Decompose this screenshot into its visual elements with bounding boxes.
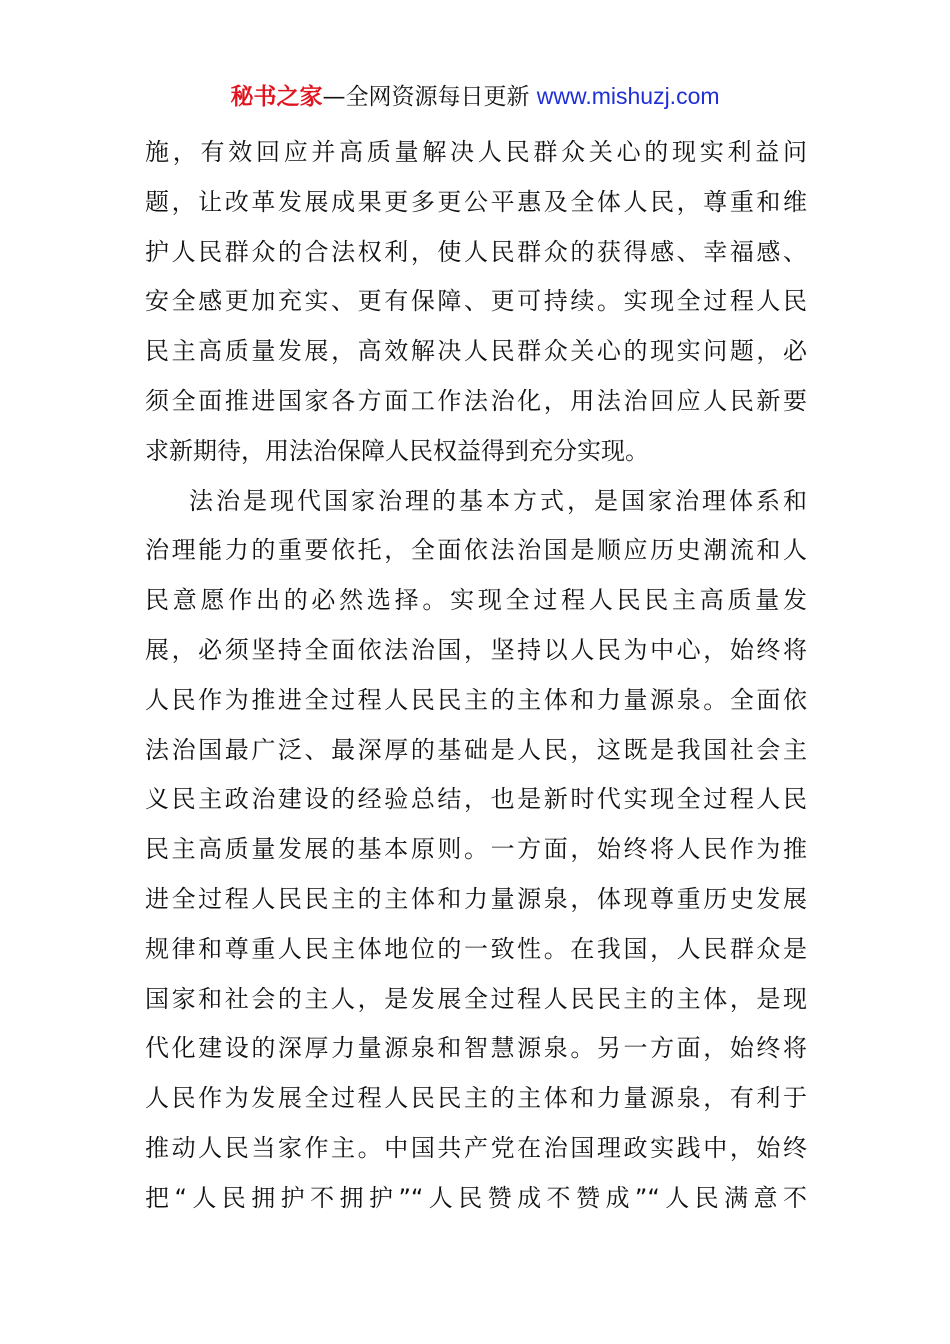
text-line: 规律和尊重人民主体地位的一致性。在我国，人民群众是 [145,934,807,963]
paragraph [145,477,807,1224]
text-line: 求新期待，用法治保障人民权益得到充分实现。 [145,436,649,465]
text-line: 治理能力的重要依托，全面依法治国是顺应历史潮流和人 [145,536,807,565]
text-line: 民主高质量发展，高效解决人民群众关心的现实问题，必 [145,337,807,366]
text-line: 推动人民当家作主。中国共产党在治国理政实践中，始终 [145,1133,807,1162]
text-line: 进全过程人民民主的主体和力量源泉，体现尊重历史发展 [145,884,807,913]
paragraph [145,128,807,477]
text-line: 代化建设的深厚力量源泉和智慧源泉。另一方面，始终将 [145,1034,807,1063]
header-slogan: —全网资源每日更新 [322,84,530,110]
text-line: 安全感更加充实、更有保障、更可持续。实现全过程人民 [145,287,807,316]
text-line: 国家和社会的主人，是发展全过程人民民主的主体，是现 [145,984,807,1013]
text-line: 护人民群众的合法权利，使人民群众的获得感、幸福感、 [145,237,807,266]
text-line: 展，必须坚持全面依法治国，坚持以人民为中心，始终将 [145,635,807,664]
text-line: 把“人民拥护不拥护”“人民赞成不赞成”“人民满意不 [145,1183,807,1212]
text-line: 义民主政治建设的经验总结，也是新时代实现全过程人民 [145,785,807,814]
text-line: 民意愿作出的必然选择。实现全过程人民民主高质量发 [145,586,807,615]
text-line: 法治是现代国家治理的基本方式，是国家治理体系和 [189,486,807,515]
document-body [145,128,807,1224]
text-line: 人民作为推进全过程人民民主的主体和力量源泉。全面依 [145,685,807,714]
site-url-link[interactable]: www.mishuzj.com [536,83,720,109]
text-line: 施，有效回应并高质量解决人民群众关心的现实利益问 [145,138,807,166]
text-line: 题，让改革发展成果更多更公平惠及全体人民，尊重和维 [145,187,807,216]
text-line: 法治国最广泛、最深厚的基础是人民，这既是我国社会主 [145,735,807,764]
document-header [0,78,950,115]
brand-name: 秘书之家 [230,84,323,110]
text-line: 民主高质量发展的基本原则。一方面，始终将人民作为推 [145,835,807,864]
text-line: 人民作为发展全过程人民民主的主体和力量源泉，有利于 [145,1084,807,1113]
text-line: 须全面推进国家各方面工作法治化，用法治回应人民新要 [145,386,807,415]
